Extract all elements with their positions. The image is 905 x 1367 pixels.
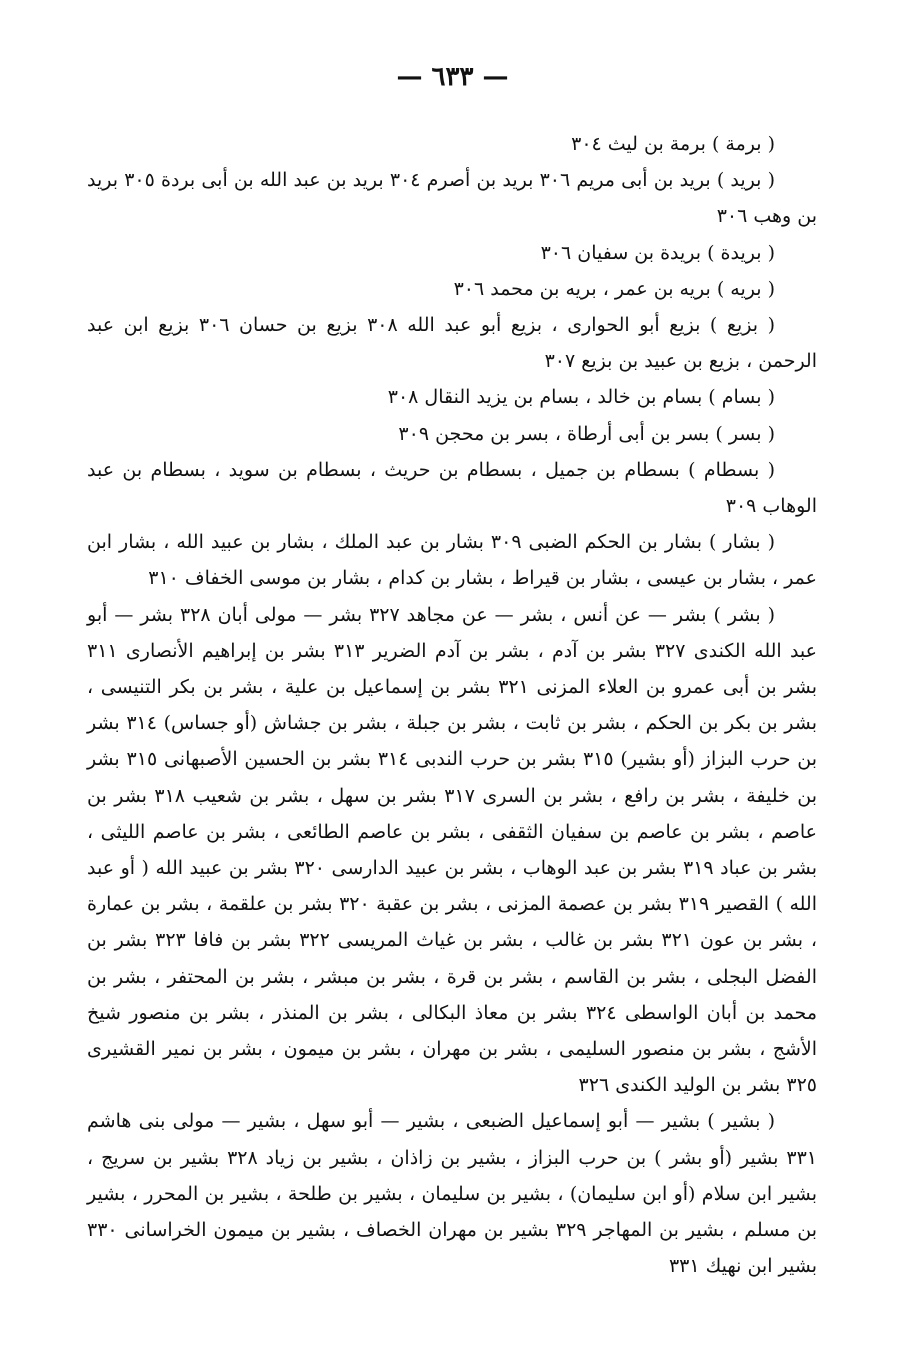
index-entry: ( بريه ) بريه بن عمر ، بريه بن محمد ٣٠٦ [453,277,775,300]
index-entry: ( بسام ) بسام بن خالد ، بسام بن يزيد النقال ٣٠٨ [387,386,775,409]
index-entries [87,126,817,1285]
index-entry: ( بشير ) بشير — أبو إسماعيل الضبعى ، بشير — أبو سهل ، بشير — مولى بنى هاشم ٣٣١ بشير (أو بشر ) بن حرب البزاز ، بشير بن زاذان ، بشير بن زياد ٣٢٨ بشير بن سريج ، بشير ابن سلام (أو ابن سليمان) ، بشير بن سليمان ، بشير بن طلحة ، بشير بن المحرر ، بشير بن مسلم ، بشير بن المهاجر ٣٢٩ بشير بن مهران الخصاف ، بشير بن ميمون الخراسانى ٣٣٠ بشير ابن نهيك ٣٣١ [87,1110,818,1278]
index-entry: ( بشار ) بشار بن الحكم الضبى ٣٠٩ بشار بن عبد الملك ، بشار بن عبيد الله ، بشار ابن عمر ، بشار بن عيسى ، بشار بن قيراط ، بشار بن كدام ، بشار بن موسى الخفاف ٣١٠ [87,531,817,590]
index-entry: ( بشر ) بشر — عن أنس ، بشر — عن مجاهد ٣٢٧ بشر — مولى أبان ٣٢٨ بشر — أبو عبد الله الكندى ٣٢٧ بشر بن آدم ، بشر بن آدم الضرير ٣١٣ بشر بن إبراهيم الأنصارى ٣١١ بشر بن أبى عمرو بن العلاء المزنى ٣٢١ بشر بن إسماعيل بن علية ، بشر بن بكر التنيسى ، بشر بن بكر بن الحكم ، بشر بن ثابت ، بشر بن جبلة ، بشر بن جشاش (أو جساس) ٣١٤ بشر بن حرب البزاز (أو بشير) ٣١٥ بشر بن حرب الندبى ٣١٤ بشر بن الحسين الأصبهانى ٣١٥ بشر بن خليفة ، بشر بن رافع ، بشر بن السرى ٣١٧ بشر بن سهل ، بشر بن شعيب ٣١٨ بشر بن عاصم ، بشر بن عاصم بن سفيان الثقفى ، بشر بن عاصم الطائعى ، بشر بن عاصم الليثى ، بشر بن عباد ٣١٩ بشر بن عبد الوهاب ، بشر بن عبيد الدارسى ٣٢٠ بشر بن عبيد الله ( أو عبد الله ) القصير ٣١٩ بشر بن عصمة المزنى ، بشر بن عقبة ٣٢٠ بشر بن علقمة ، بشر بن عمارة ، بشر بن عون ٣٢١ بشر بن غالب ، بشر بن غياث المريسى ٣٢٢ بشر بن فافا ٣٢٣ بشر بن الفضل البجلى ، بشر بن القاسم ، بشر بن قرة ، بشر بن مبشر ، بشر بن المحتفر ، بشر بن محمد بن أبان الواسطى ٣٢٤ بشر بن معاذ البكالى ، بشر بن المنذر ، بشر بن منصور شيخ الأشج ، بشر بن منصور السليمى ، بشر بن مهران ، بشر بن ميمون ، بشر بن نمير القشيرى ٣٢٥ بشر بن الوليد الكندى ٣٢٦ [87,603,817,1097]
index-entry: ( بسر ) بسر بن أبى أرطاة ، بسر بن محجن ٣٠٩ [398,422,775,445]
index-entry: ( بسطام ) بسطام بن جميل ، بسطام بن حريث ، بسطام بن سويد ، بسطام بن عبد الوهاب ٣٠٩ [87,458,817,518]
index-entry: ( برمة ) برمة بن ليث ٣٠٤ [571,133,775,155]
index-entry: ( بريدة ) بريدة بن سفيان ٣٠٦ [540,241,775,264]
page-number: — ٦٣٣ — [396,62,509,92]
index-entry: ( بريد ) بريد بن أبى مريم ٣٠٦ بريد بن أصرم ٣٠٤ بريد بن عبد الله بن أبى بردة ٣٠٥ بريد بن وهب ٣٠٦ [87,169,817,228]
index-entry: ( بزيع ) بزيع أبو الحوارى ، بزيع أبو عبد الله ٣٠٨ بزيع بن حسان ٣٠٦ بزيع ابن عبد الرحمن ، بزيع بن عبيد بن بزيع ٣٠٧ [87,314,817,373]
